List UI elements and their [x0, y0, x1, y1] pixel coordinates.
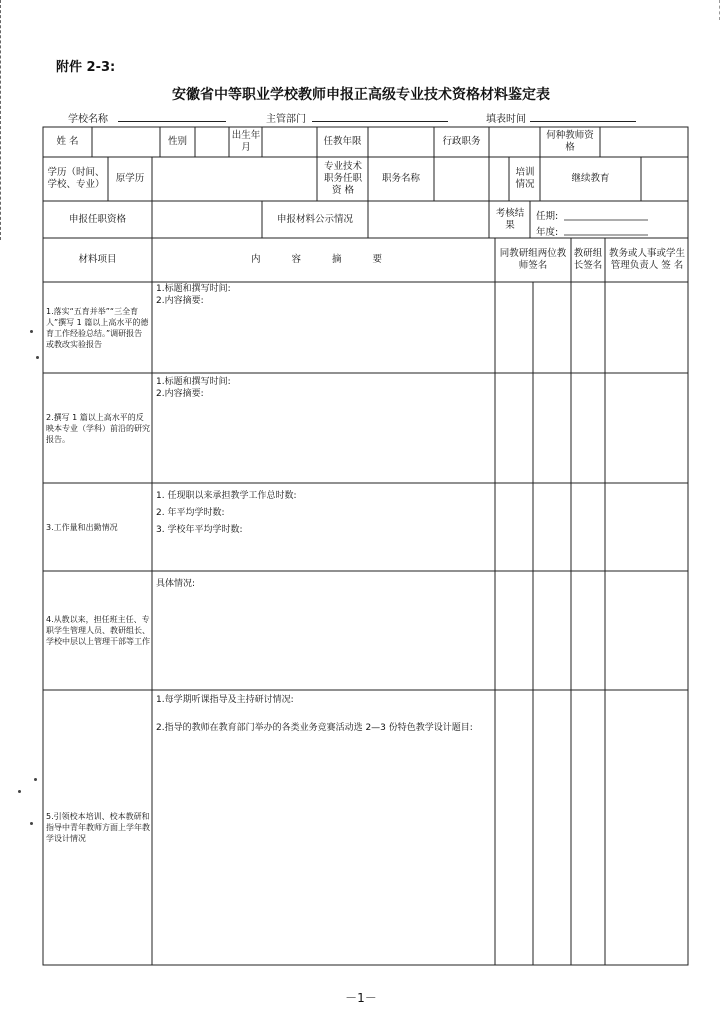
item-5-label: 5.引领校本培训、校本教研和指导中青年教师方面上学年教学设计情况 — [46, 812, 150, 843]
item-3-line-3: 3. 学校年平均学时数: — [156, 525, 243, 535]
publicity-label: 申报材料公示情况 — [276, 213, 353, 225]
item-3-label: 3.工作量和出勤情况 — [46, 522, 118, 532]
page-number: －1－ — [345, 991, 377, 1005]
content-summary-header: 内 容 摘 要 — [250, 254, 397, 265]
item-2-label: 2.撰写 1 篇以上高水平的反映本专业（学科）前沿的研究报告。 — [46, 412, 150, 444]
applied-qualification-field[interactable] — [152, 201, 262, 238]
teaching-years-field[interactable] — [368, 127, 434, 157]
original-education-label: 原学历 — [115, 173, 145, 184]
item-3-line-2: 2. 年平均学时数: — [156, 508, 225, 518]
item-1-label: 1.落实“五育并举”“三全育人”撰写 1 篇以上高水平的德育工作经验总结。”调研报告 或教改实验报告 — [46, 306, 149, 349]
item-3-line-1: 1. 任现职以来承担教学工作总时数: — [156, 491, 297, 501]
assessment-result-label: 考核结果 — [495, 207, 525, 231]
dept-label: 主管部门 — [266, 114, 306, 125]
name-field[interactable] — [92, 127, 160, 157]
date-label: 填表时间 — [486, 114, 526, 125]
item-5-line-2: 2.指导的教师在教育部门举办的各类业务竞赛活动选 2—3 份特色教学设计题目: — [156, 723, 473, 733]
continuing-education-label: 继续教育 — [571, 173, 610, 184]
teaching-years-label: 任教年限 — [323, 136, 362, 147]
item-5-line-1: 1.每学期听课指导及主持研讨情况: — [156, 695, 294, 705]
teacher-qualification-field[interactable] — [600, 127, 688, 157]
original-education-field[interactable] — [152, 157, 317, 201]
scan-speck — [34, 778, 37, 781]
material-item-header: 材料项目 — [78, 254, 117, 265]
scan-speck — [30, 330, 33, 333]
item-2-line-1: 1.标题和撰写时间: — [156, 377, 231, 387]
term-label: 任期: — [536, 211, 559, 222]
education-label: 学历（时间、学校、专业） — [47, 167, 105, 190]
item-4-line-1: 具体情况: — [156, 579, 196, 589]
manager-signature-header: 教务或人事或学生管理负责人 签 名 — [608, 248, 685, 271]
name-label: 姓 名 — [56, 136, 79, 147]
applied-qualification-label: 申报任职资格 — [68, 213, 126, 225]
item-4-label: 4.从教以来，担任班主任、专职学生管理人员、教研组长、学校中层以上管理干部等工作 — [46, 615, 150, 646]
training-label: 培训情况 — [515, 167, 535, 190]
professional-title-qualification-label: 专业技术职务任职资 格 — [323, 161, 362, 196]
job-title-field[interactable] — [434, 157, 489, 201]
peer-signature-header: 同教研组两位教师签名 — [499, 248, 567, 271]
attachment-label: 附件 2-3: — [56, 60, 116, 75]
scan-speck — [30, 822, 33, 825]
admin-post-field[interactable] — [489, 127, 540, 157]
scan-speck — [36, 356, 39, 359]
item-1-line-2: 2.内容摘要: — [156, 296, 204, 306]
annual-label: 年度: — [536, 227, 559, 238]
job-title-label: 职务名称 — [381, 173, 420, 184]
scan-speck — [18, 790, 21, 793]
item-2-line-2: 2.内容摘要: — [156, 389, 204, 399]
publicity-field[interactable] — [368, 201, 489, 238]
birth-field[interactable] — [262, 127, 317, 157]
school-name-label: 学校名称 — [68, 114, 108, 125]
birth-label: 出生年月 — [231, 130, 261, 153]
gender-field[interactable] — [195, 127, 229, 157]
gender-label: 性别 — [167, 136, 187, 147]
admin-post-label: 行政职务 — [442, 136, 481, 147]
continuing-education-field[interactable] — [641, 157, 688, 201]
group-leader-signature-header: 教研组长签名 — [573, 248, 603, 271]
teacher-qualification-label: 何种教师资 格 — [546, 130, 594, 153]
item-1-line-1: 1.标题和撰写时间: — [156, 284, 231, 294]
form-title: 安徽省中等职业学校教师申报正高级专业技术资格材料鉴定表 — [172, 87, 550, 103]
